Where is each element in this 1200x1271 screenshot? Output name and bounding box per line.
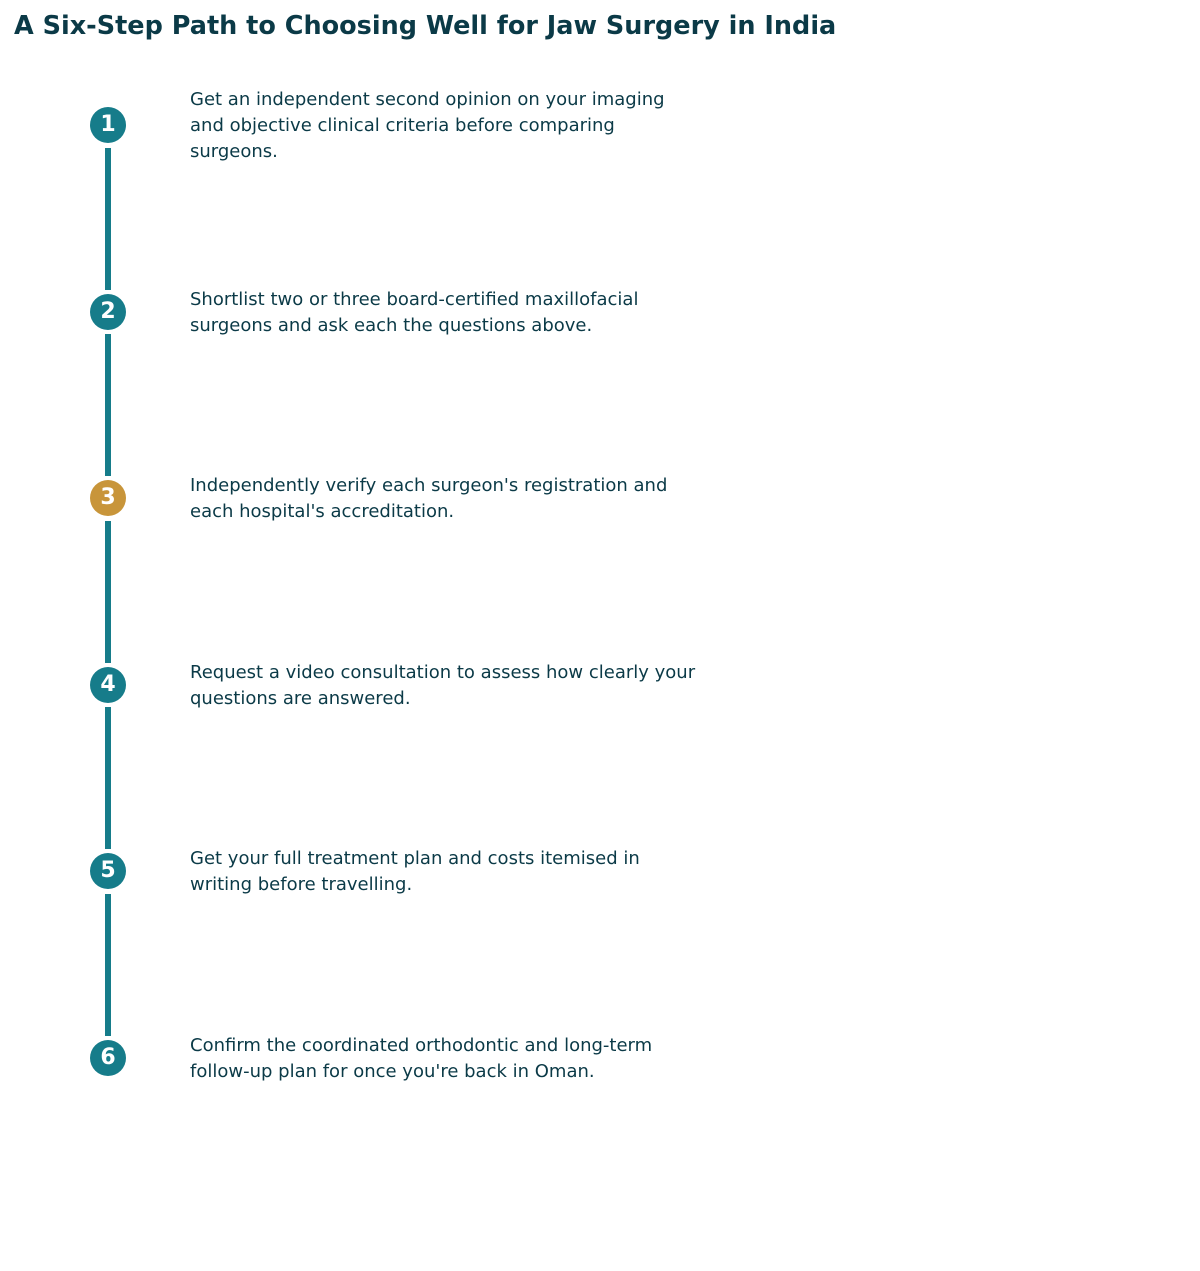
timeline-connector (105, 707, 111, 849)
step-description: Get an independent second opinion on your imaging and objective clinical criteria before comparing surgeons. (190, 89, 665, 162)
step-number-badge: 5 (90, 853, 126, 889)
timeline-connector (105, 521, 111, 663)
timeline-connector (105, 334, 111, 476)
page-title: A Six-Step Path to Choosing Well for Jaw Surgery in India (14, 11, 837, 41)
step-description: Request a video consultation to assess how clearly your questions are answered. (190, 662, 696, 709)
step-description: Confirm the coordinated orthodontic and long-term follow-up plan for once you're back in Oman. (190, 1035, 653, 1082)
step-description: Get your full treatment plan and costs itemised in writing before travelling. (190, 848, 640, 895)
timeline-connector (105, 894, 111, 1036)
timeline-connector (105, 148, 111, 290)
step-number-badge-highlighted: 3 (90, 480, 126, 516)
step-number-badge: 2 (90, 294, 126, 330)
step-number-badge: 1 (90, 107, 126, 143)
step-number-badge: 6 (90, 1040, 126, 1076)
step-description: Independently verify each surgeon's registration and each hospital's accreditation. (190, 475, 668, 522)
step-number-badge: 4 (90, 667, 126, 703)
step-description: Shortlist two or three board-certified maxillofacial surgeons and ask each the questions above. (190, 289, 639, 336)
